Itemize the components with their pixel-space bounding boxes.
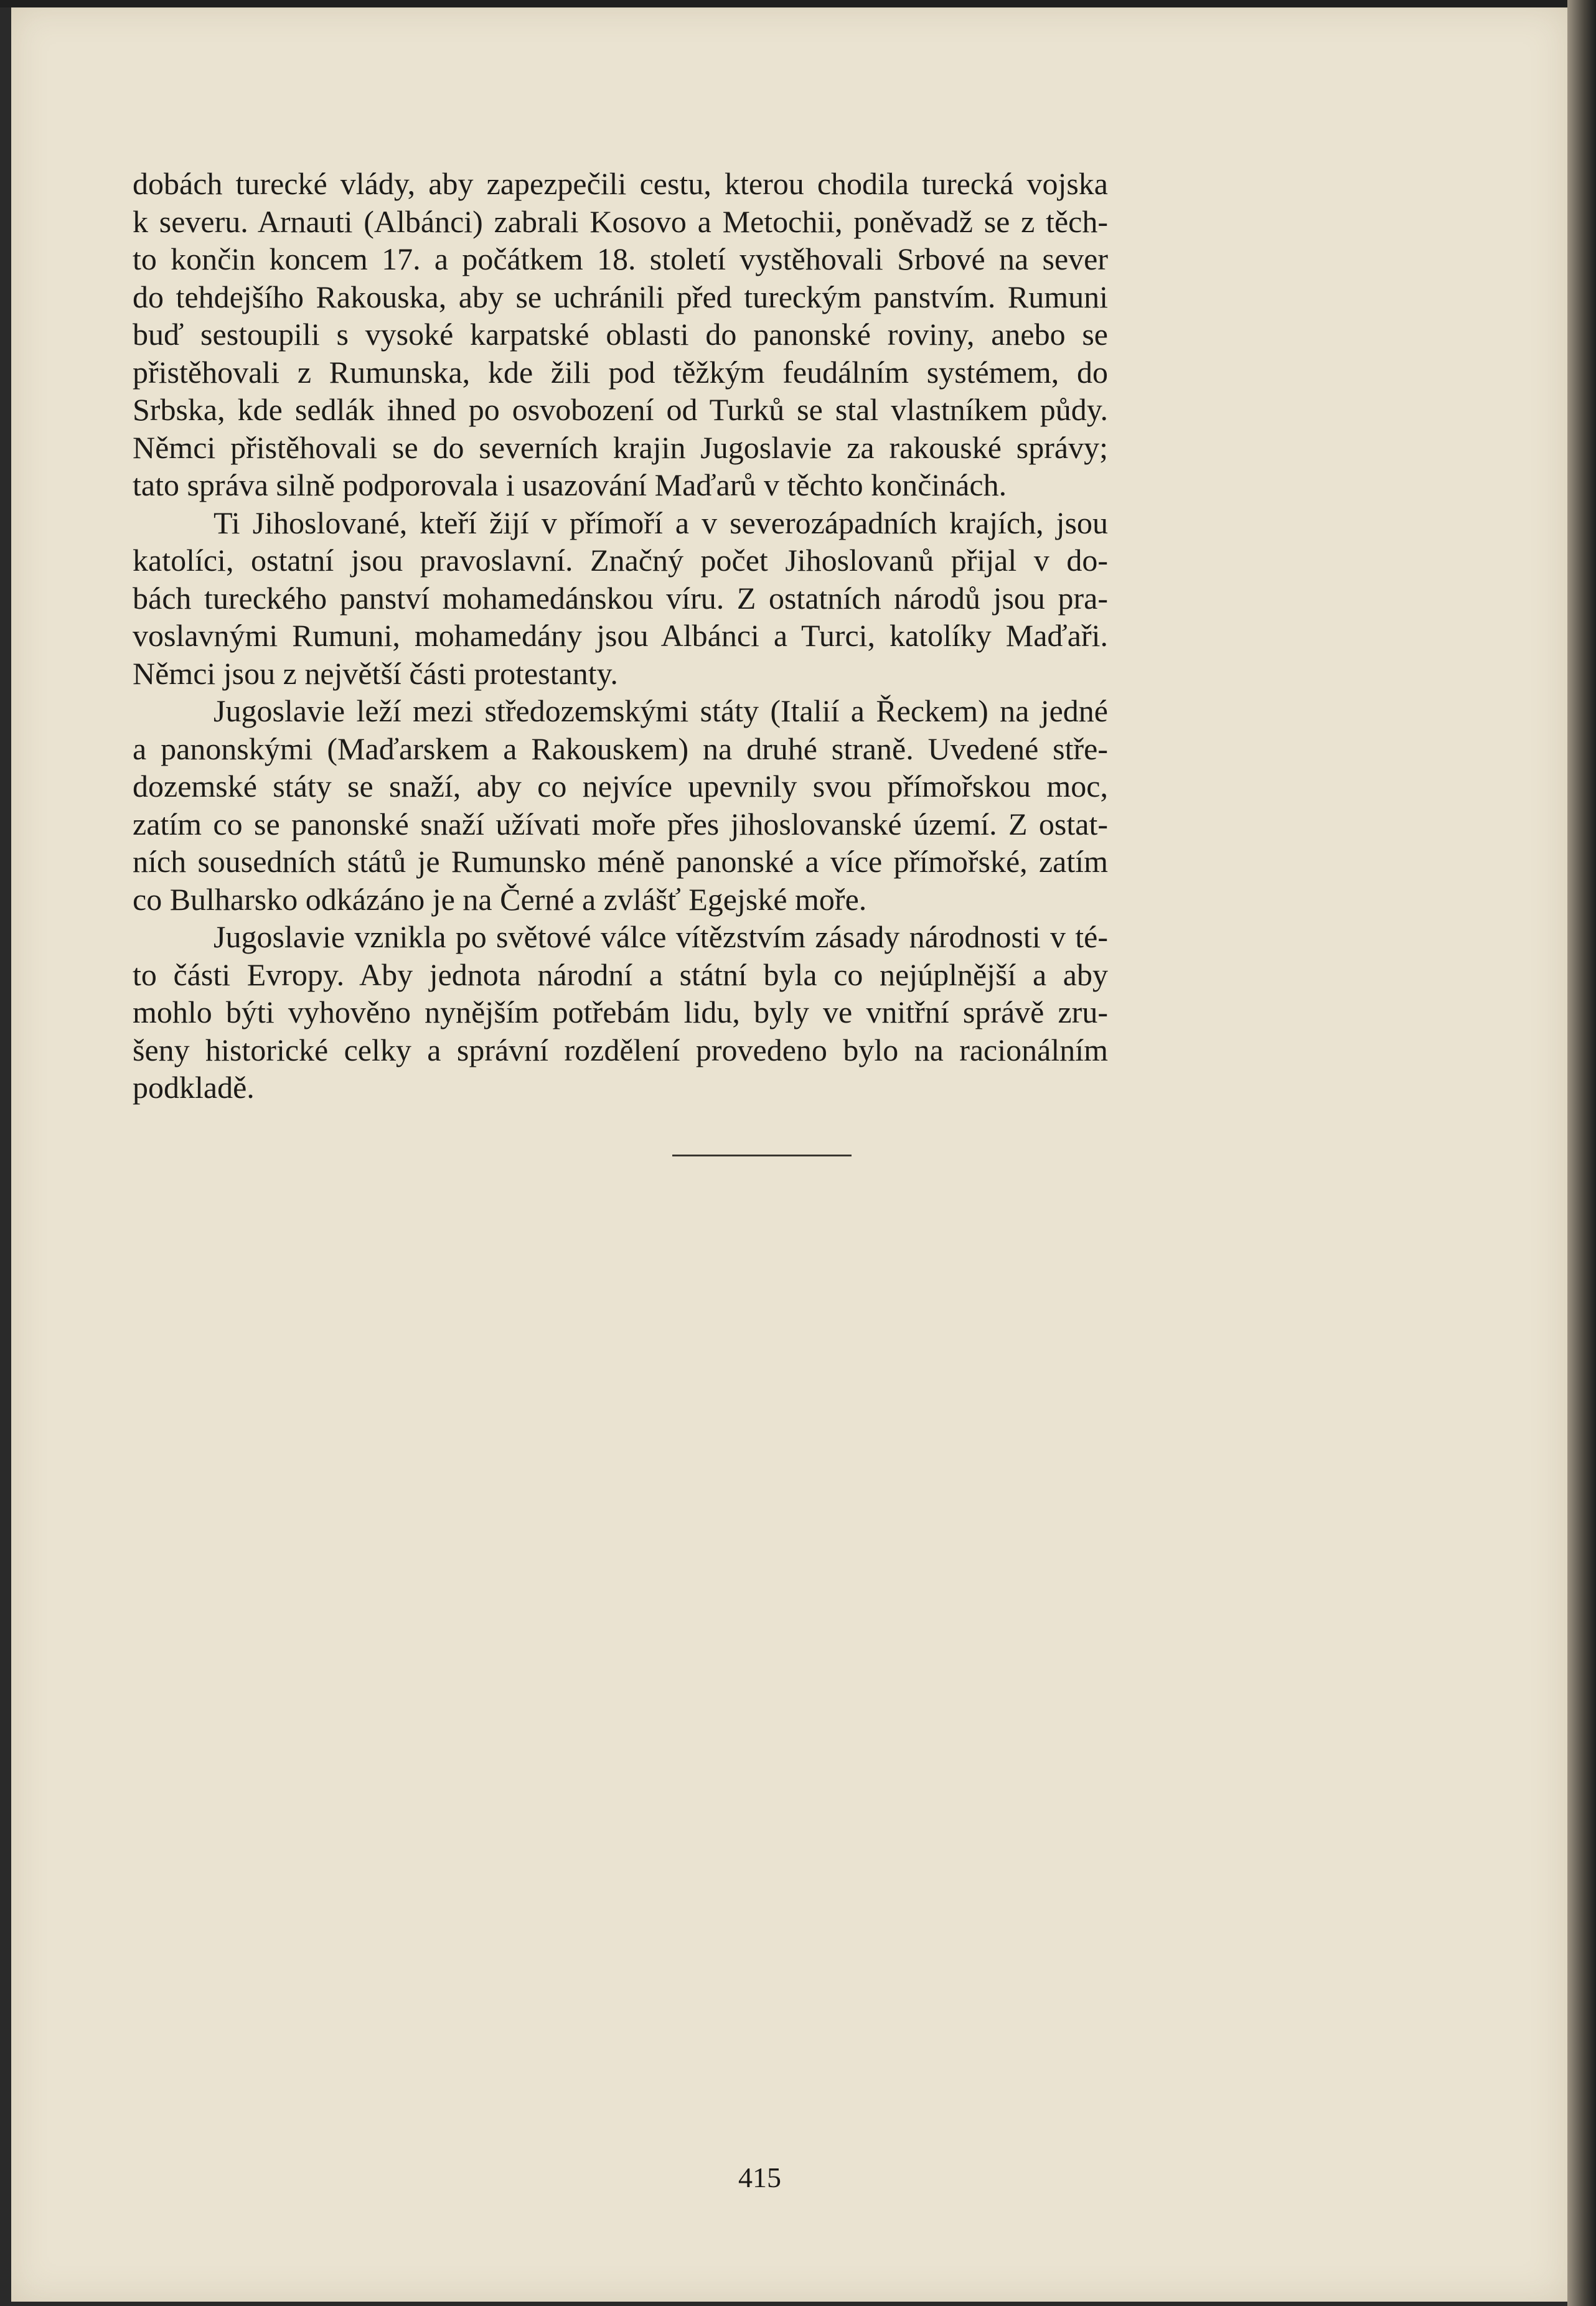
text-line: voslavnými Rumuni, mohamedány jsou Albánci a Turci, katolíky Maďaři. (133, 618, 1108, 653)
paragraph-3 (133, 692, 1108, 918)
text-line: do tehdejšího Rakouska, aby se uchránili před tureckým panstvím. Rumuni (133, 279, 1108, 314)
paragraph-2 (133, 504, 1108, 693)
text-line: katolíci, ostatní jsou pravoslavní. Značný počet Jihoslovanů přijal v do- (133, 543, 1108, 578)
paragraph-4 (133, 918, 1108, 1107)
paragraph-1 (133, 165, 1108, 504)
page-number: 415 (738, 2162, 781, 2193)
text-line: podkladě. (133, 1070, 255, 1105)
book-edge (1567, 0, 1596, 2306)
text-line: ních sousedních států je Rumunsko méně panonské a více přímořské, zatím (133, 844, 1108, 879)
text-line: a panonskými (Maďarskem a Rakouskem) na druhé straně. Uvedené stře- (133, 731, 1108, 766)
text-line: co Bulharsko odkázáno je na Černé a zvlášť Egejské moře. (133, 881, 867, 917)
text-line: to části Evropy. Aby jednota národní a státní byla co nejúplnější a aby (133, 957, 1108, 992)
body-text (133, 165, 1108, 1107)
text-line: to končin koncem 17. a počátkem 18. století vystěhovali Srbové na sever (133, 241, 1108, 276)
text-line: šeny historické celky a správní rozdělení provedeno bylo na racionálním (133, 1032, 1108, 1067)
text-line: bách tureckého panství mohamedánskou víru. Z ostatních národů jsou pra- (133, 580, 1108, 616)
text-line: mohlo býti vyhověno nynějším potřebám lidu, byly ve vnitřní správě zru- (133, 995, 1108, 1029)
text-line: dozemské státy se snaží, aby co nejvíce upevnily svou přímořskou moc, (133, 769, 1108, 804)
text-line: Jugoslavie vznikla po světové válce vítězstvím zásady národnosti v té- (214, 919, 1108, 954)
text-line: Němci jsou z největší části protestanty. (133, 655, 618, 691)
text-line: Němci přistěhovali se do severních krajin Jugoslavie za rakouské správy; (133, 429, 1108, 465)
text-line: Ti Jihoslované, kteří žijí v přímoří a v severozápadních krajích, jsou (214, 505, 1108, 540)
text-line: Jugoslavie leží mezi středozemskými státy (Italií a Řeckem) na jedné (214, 693, 1108, 728)
text-line: Srbska, kde sedlák ihned po osvobození od Turků se stal vlastníkem půdy. (133, 392, 1108, 427)
text-line: zatím co se panonské snaží užívati moře přes jihoslovanské území. Z ostat- (133, 806, 1108, 841)
text-line: k severu. Arnauti (Albánci) zabrali Kosovo a Metochii, poněvadž se z těch- (133, 204, 1108, 239)
text-line: buď sestoupili s vysoké karpatské oblasti do panonské roviny, anebo se (133, 317, 1108, 352)
scan-border-top (0, 0, 1596, 7)
text-line: dobách turecké vlády, aby zapezpečili cestu, kterou chodila turecká vojska (133, 166, 1108, 201)
text-line: tato správa silně podporovala i usazování Maďarů v těchto končinách. (133, 467, 1007, 502)
text-line: přistěhovali z Rumunska, kde žili pod těžkým feudálním systémem, do (133, 354, 1108, 390)
section-divider (672, 1155, 852, 1156)
